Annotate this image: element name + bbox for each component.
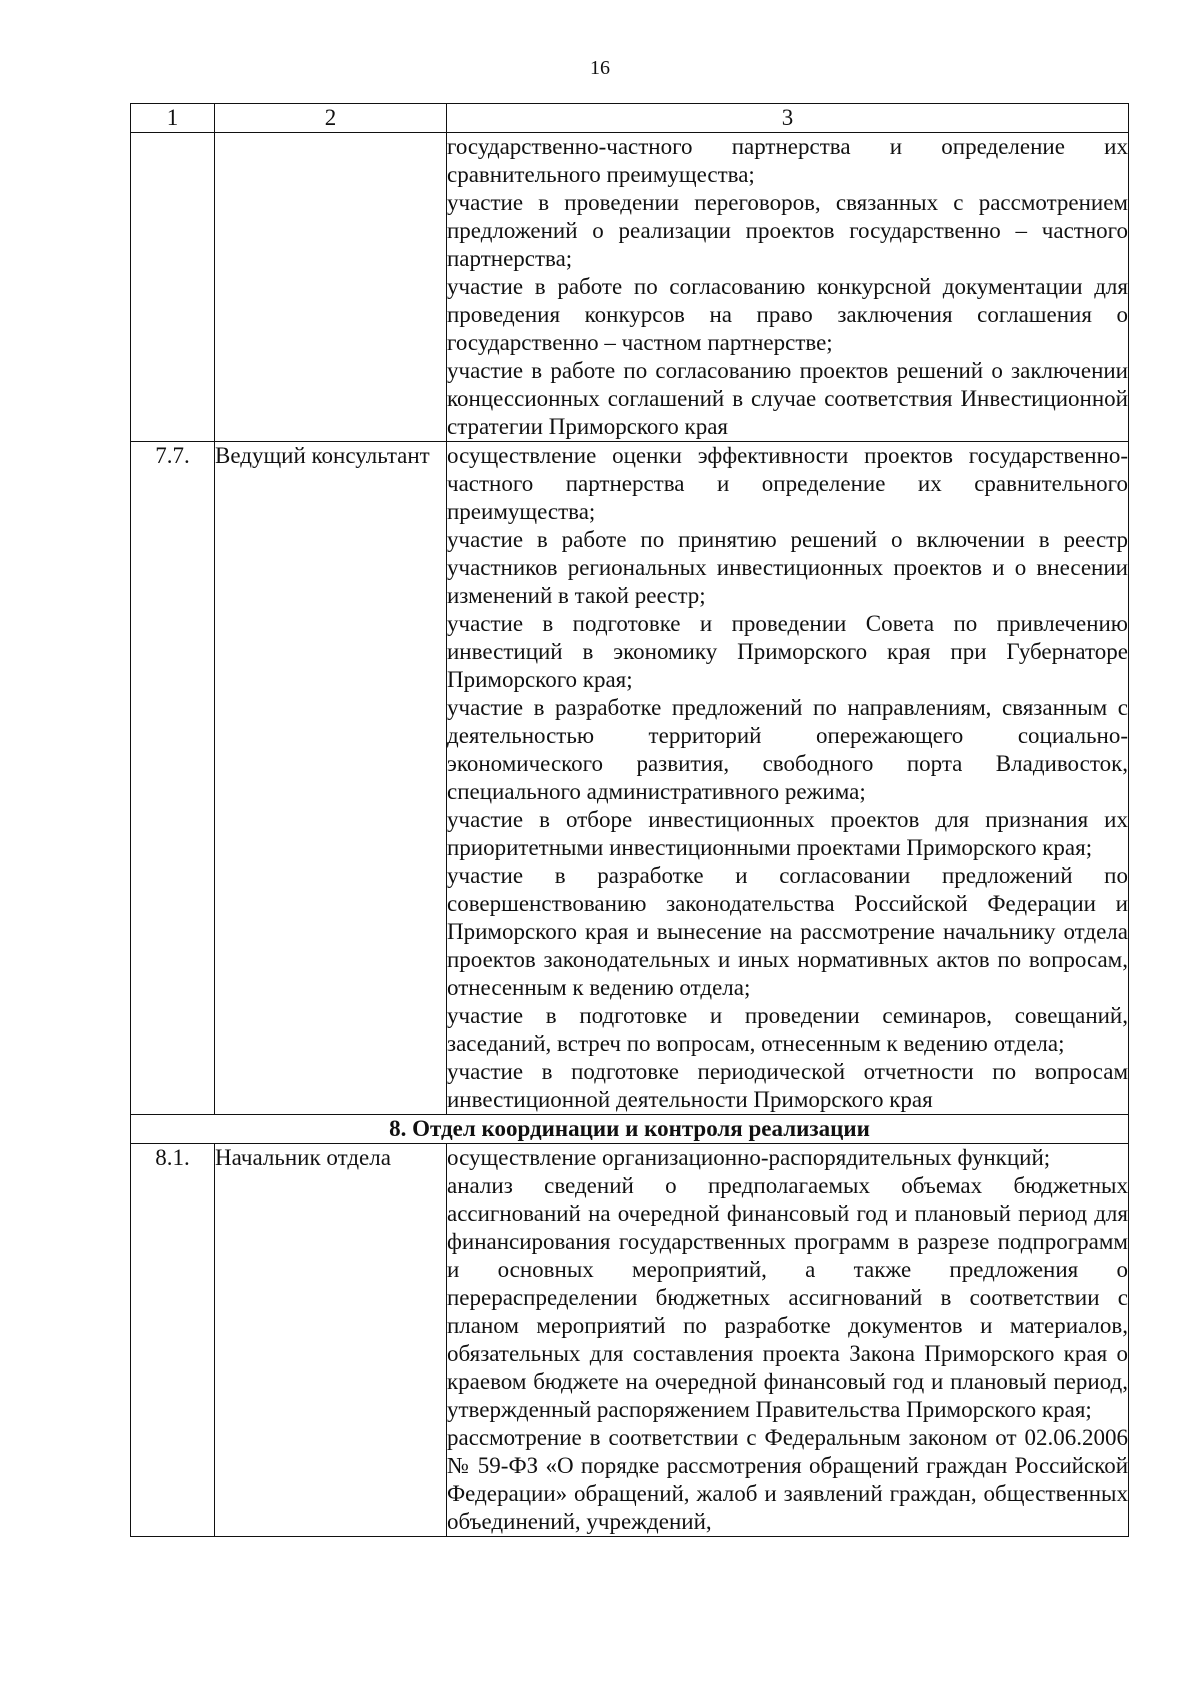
duty-item: участие в подготовке и проведении семинаров, совещаний, заседаний, встреч по вопросам, отнесенным к ведению отдела; bbox=[447, 1003, 1128, 1056]
duty-item: анализ сведений о предполагаемых объемах бюджетных ассигнований на очередной финансовый год и плановый период для финансирования государственных программ в разрезе подпрограмм и основных мероприятий, а также предложения о перераспределении бюджетных ассигнований в соответствии с планом мероприятий по разработке документов и материалов, обязательных для составления проекта Закона Приморского края о краевом бюджете на очередной финансовый год и плановый период, утвержденный распоряжением Правительства Приморского края; bbox=[447, 1173, 1128, 1422]
header-col-1: 1 bbox=[131, 104, 215, 133]
duty-item: участие в работе по согласованию проектов решений о заключении концессионных соглашений в случае соответствия Инвестиционной стратегии Приморского края bbox=[447, 358, 1128, 439]
table-row-7-7 bbox=[131, 442, 1129, 1115]
duty-item: участие в разработке и согласовании предложений по совершенствованию законодательства Российской Федерации и Приморского края и вынесение на рассмотрение начальнику отдела проектов законодательных и иных нормативных актов по вопросам, отнесенным к ведению отдела; bbox=[447, 863, 1128, 1000]
duty-item: участие в разработке предложений по направлениям, связанным с деятельностью территорий опережающего социально-экономического развития, свободного порта Владивосток, специального административного режима; bbox=[447, 695, 1128, 804]
duty-item: участие в подготовке и проведении Совета по привлечению инвестиций в экономику Приморского края при Губернаторе Приморского края; bbox=[447, 611, 1128, 692]
table-row-continuation bbox=[131, 133, 1129, 442]
duties-cell bbox=[447, 133, 1129, 442]
position-title: Ведущий консультант bbox=[215, 442, 447, 1115]
table-header-row bbox=[131, 104, 1129, 133]
row-number: 7.7. bbox=[131, 442, 215, 1115]
duties-table bbox=[130, 103, 1129, 1537]
duties-cell bbox=[447, 1144, 1129, 1537]
duty-item: участие в работе по принятию решений о включении в реестр участников региональных инвестиционных проектов и о внесении изменений в такой реестр; bbox=[447, 527, 1128, 608]
duty-item: осуществление оценки эффективности проектов государственно-частного партнерства и определение их сравнительного преимущества; bbox=[447, 443, 1128, 524]
duty-item: рассмотрение в соответствии с Федеральным законом от 02.06.2006 № 59-ФЗ «О порядке рассмотрения обращений граждан Российской Федерации» обращений, жалоб и заявлений граждан, общественных объединений, учреждений, bbox=[447, 1425, 1128, 1534]
row-number bbox=[131, 133, 215, 442]
duties-cell bbox=[447, 442, 1129, 1115]
page-number: 16 bbox=[590, 57, 610, 79]
duty-item: участие в проведении переговоров, связанных с рассмотрением предложений о реализации проектов государственно – частного партнерства; bbox=[447, 190, 1128, 271]
table-row-8-1 bbox=[131, 1144, 1129, 1537]
position-title bbox=[215, 133, 447, 442]
header-col-3: 3 bbox=[447, 104, 1129, 133]
duty-item: государственно-частного партнерства и определение их сравнительного преимущества; bbox=[447, 134, 1128, 187]
section-title: 8. Отдел координации и контроля реализации bbox=[131, 1115, 1129, 1144]
duty-item: участие в работе по согласованию конкурсной документации для проведения конкурсов на право заключения соглашения о государственно – частном партнерстве; bbox=[447, 274, 1128, 355]
position-title: Начальник отдела bbox=[215, 1144, 447, 1537]
section-header-row bbox=[131, 1115, 1129, 1144]
duty-item: осуществление организационно-распорядительных функций; bbox=[447, 1145, 1051, 1170]
duty-item: участие в отборе инвестиционных проектов для признания их приоритетными инвестиционными проектами Приморского края; bbox=[447, 807, 1128, 860]
duty-item: участие в подготовке периодической отчетности по вопросам инвестиционной деятельности Приморского края bbox=[447, 1059, 1128, 1112]
header-col-2: 2 bbox=[215, 104, 447, 133]
row-number: 8.1. bbox=[131, 1144, 215, 1537]
